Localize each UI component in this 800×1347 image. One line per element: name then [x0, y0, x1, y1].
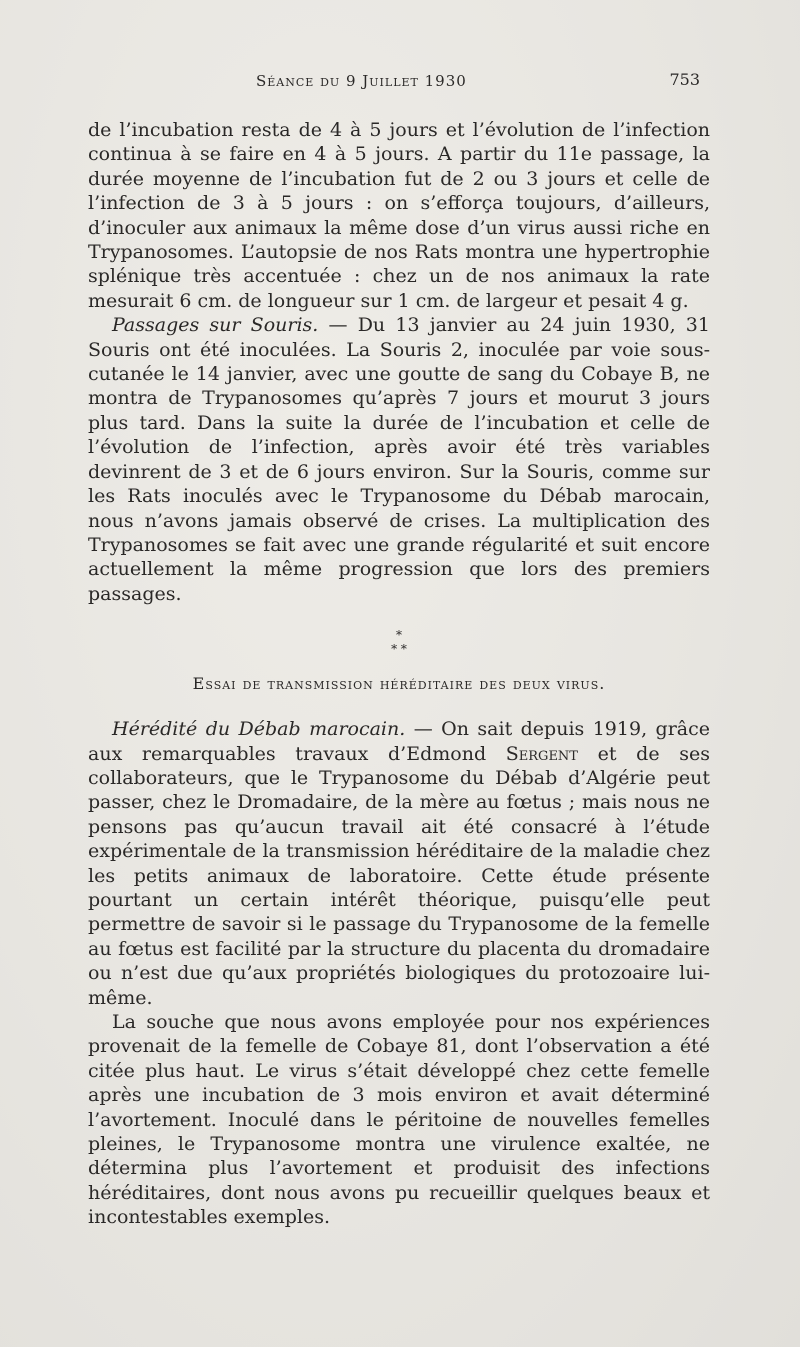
passages-souris-text: — Du 13 janvier au 24 juin 1930, 31 Souris ont été inoculées. La Souris 2, inoculée par voie sous-cutanée le 14 janvier, avec une goutte de sang du Cobaye B, ne montra de Trypanosomes qu’après 7 jours et mourut 3 jours plus tard. Dans la suite la durée de l’incubation et celle de l’évolution de l’infection, après avoir été très variables devinrent de 3 et de 6 jours environ. Sur la Souris, comme sur les Rats inoculés avec le Trypanosome du Débab marocain, nous n’avons jamais observé de crises. La multiplication des Trypanosomes se fait avec une grande régularité et suit encore actuellement la même progression que lors des premiers passages. — [88, 314, 710, 605]
page-number: 753 — [669, 70, 700, 89]
paragraph-heredite — [88, 717, 710, 1010]
paragraph-incubation — [88, 118, 710, 313]
running-head: Séance du 9 Juillet 1930 — [256, 72, 467, 90]
heredite-text-part-2: et de ses collaborateurs, que le Trypanosome du Débab d’Algérie peut passer, chez le Dromadaire, de la mère au fœtus ; mais nous ne pensons pas qu’aucun travail ait été consacré à l’étude expérimentale de la transmission héréditaire de la maladie chez les petits animaux de laboratoire. Cette étude présente pourtant un certain intérêt théorique, puisqu’elle peut permettre de savoir si le passage du Trypanosome de la femelle au fœtus est facilité par la structure du placenta du dromadaire ou n’est due qu’aux propriétés biologiques du protozoaire lui-même. — [88, 742, 710, 1009]
paragraph-incubation-text: de l’incubation resta de 4 à 5 jours et l’évolution de l’infection continua à se faire en 4 à 5 jours. A partir du 11e passage, la durée moyenne de l’incubation fut de 2 ou 3 jours et celle de l’infection de 3 à 5 jours : on s’efforça toujours, d’ailleurs, d’inoculer aux animaux la même dose d’un virus aussi riche en Trypanosomes. L’autopsie de nos Rats montra une hypertrophie splénique très accentuée : chez un de nos animaux la rate mesurait 6 cm. de longueur sur 1 cm. de largeur et pesait 4 g. — [88, 119, 710, 312]
section-title: Essai de transmission héréditaire des deux virus. — [192, 674, 606, 694]
asterism-bottom: * * — [391, 642, 407, 657]
author-name-sergent: Sergent — [505, 742, 578, 765]
asterism-top: * — [396, 628, 402, 643]
heredite-heading: Hérédité du Débab marocain. — [112, 718, 406, 741]
paragraph-souche-text: La souche que nous avons employée pour nos expériences provenait de la femelle de Cobaye 81, dont l’observation a été citée plus haut. Le virus s’était développé chez cette femelle après une incubation de 3 mois environ et avait déterminé l’avortement. Inoculé dans le péritoine de nouvelles femelles pleines, le Trypanosome montra une virulence exaltée, ne détermina plus l’avortement et produisit des infections héréditaires, dont nous avons pu recueillir quelques beaux et incontestables exemples. — [88, 1011, 710, 1229]
paragraph-souche — [88, 1010, 710, 1230]
paragraph-passages-souris — [88, 313, 710, 606]
page-header — [88, 60, 710, 100]
passages-souris-heading: Passages sur Souris. — [112, 314, 319, 337]
asterism-divider — [88, 628, 710, 656]
heredite-text-part-1: — On sait depuis 1919, grâce aux remarquables travaux d’Edmond — [88, 718, 710, 765]
